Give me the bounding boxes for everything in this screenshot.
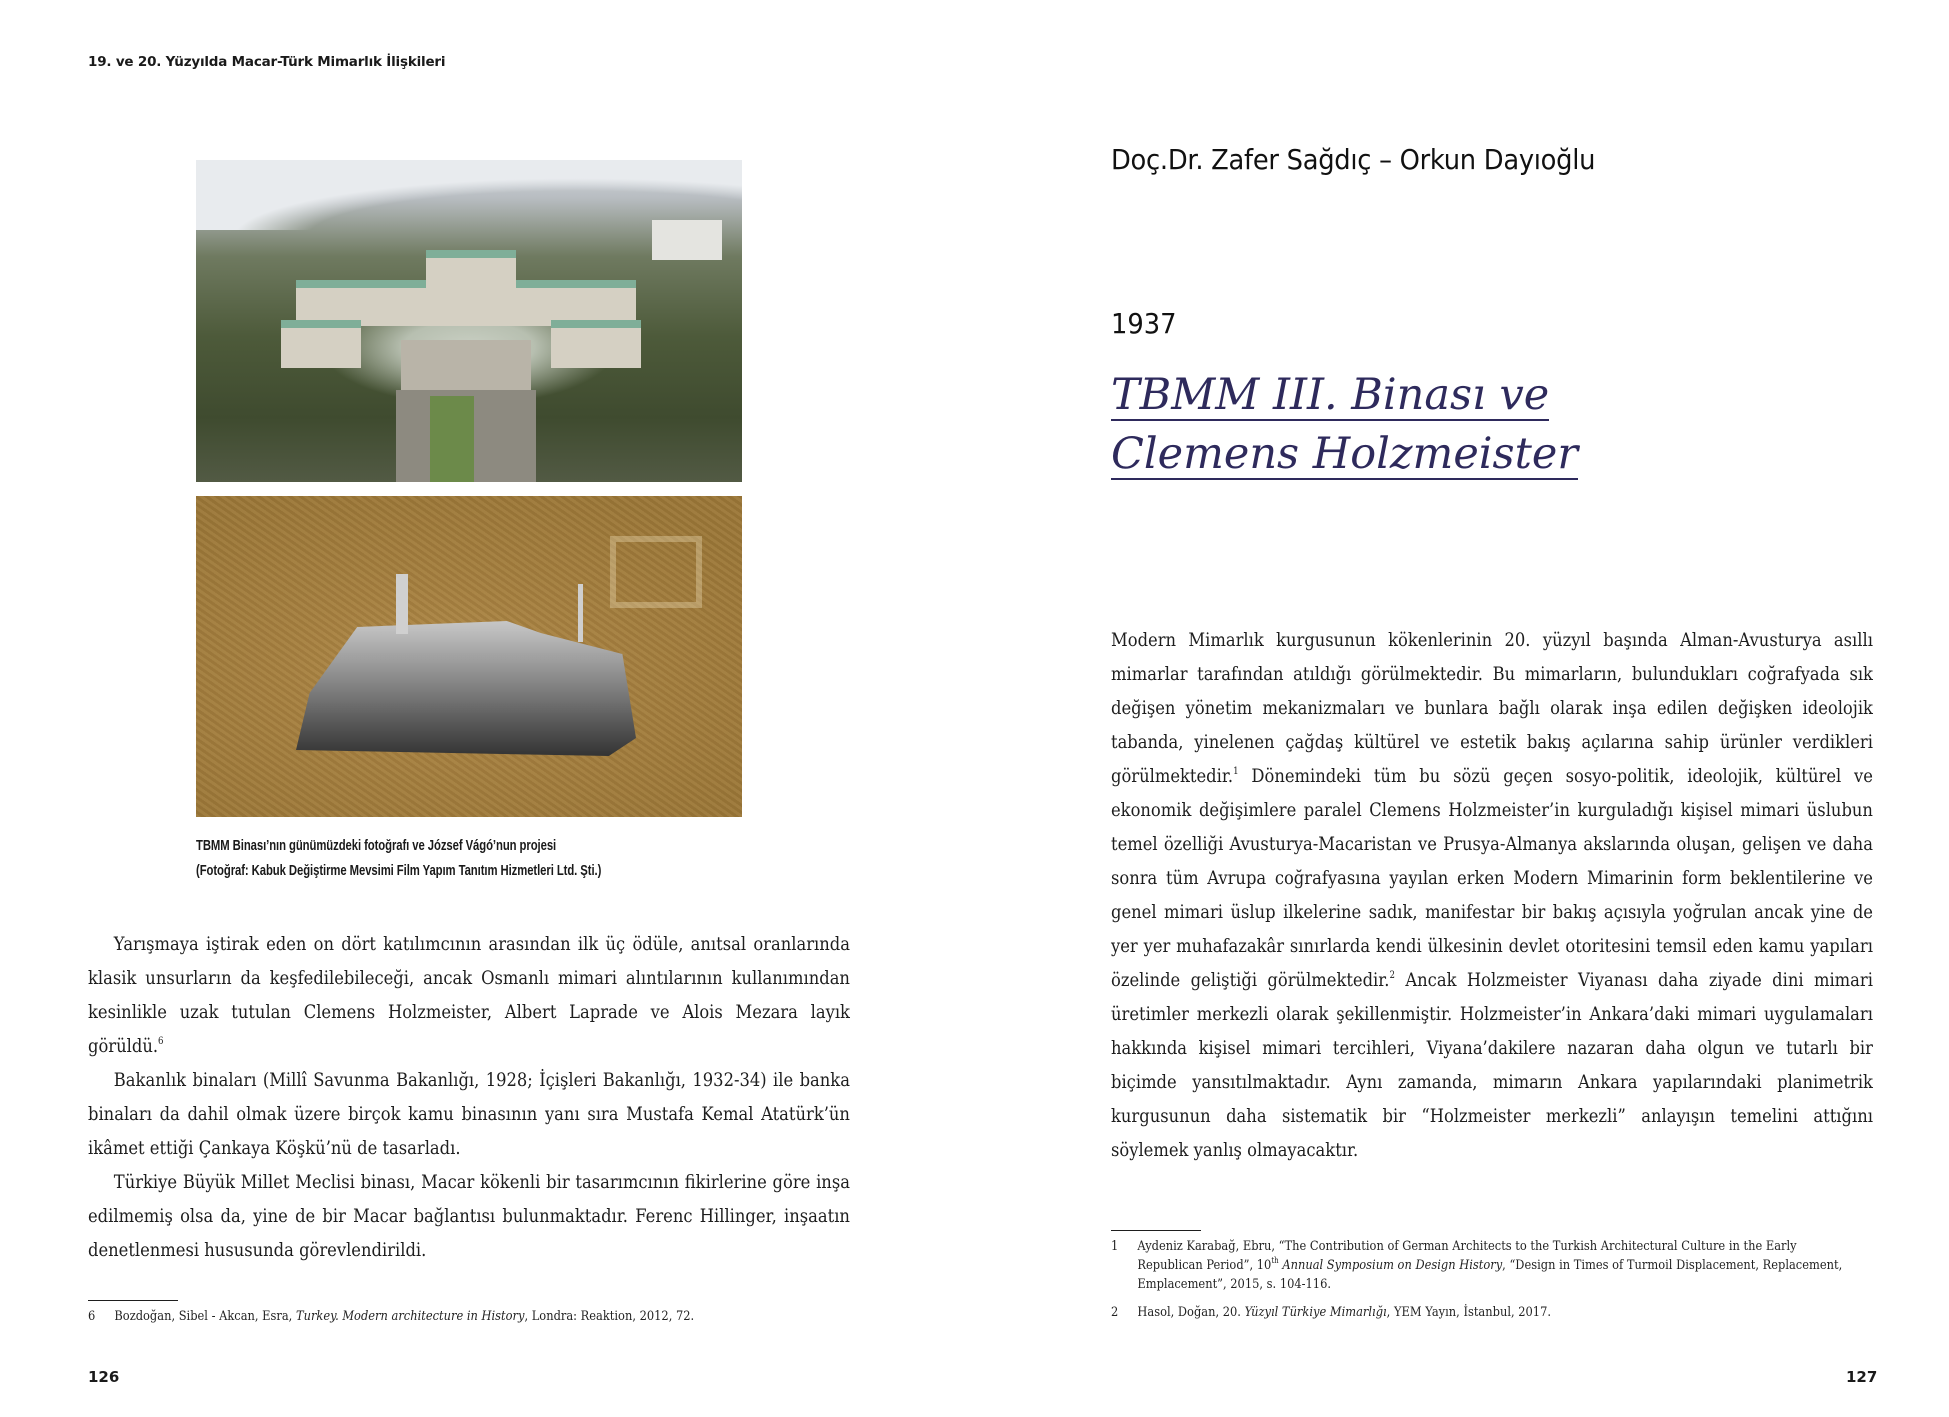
footnote-ref[interactable]: 6 <box>158 1036 164 1047</box>
paragraph <box>88 927 850 1063</box>
footnote <box>88 1307 836 1326</box>
footnote-text: Aydeniz Karabağ, Ebru, “The Contribution of German Architects to the Turkish Architectural Culture in the Early Republican Period”, 10th Annual Symposium on Design History, “Design in Times of Turmoil Displacement, Replacement, Emplacement”, 2015, s. 104-116. <box>1137 1239 1843 1292</box>
photo-detail <box>551 320 641 368</box>
photo-image <box>196 496 742 817</box>
figure-caption <box>196 834 804 884</box>
footnote-divider <box>88 1300 178 1301</box>
title-line-1: TBMM III. Binası ve <box>1111 370 1550 420</box>
photo-detail <box>426 250 516 290</box>
paragraph: Modern Mimarlık kurgusunun kökenlerinin 20. yüzyıl başında Alman-Avusturya asıllı mimarlar tarafından atıldığı görülmektedir. Bu mimarların, bulundukları coğrafyada sık değişen yönetim mekanizmaları ve bunlara bağlı olarak inşa edilen değişken ideolojik tabanda, yinelenen çağdaş kültürel ve estetik bakış açılarına sahip ürünler verdikleri görülmektedir.$^1$ Dönemindeki tüm bu sözü geçen sosyo-politik, ideolojik, kültürel ve ekonomik değişimlere paralel Clemens Holzmeister’in kurguladığı kişisel mimari üslubun temel özelliği Avusturya-Macaristan ve Prusya-Almanya akslarında oluşan, gelişen ve daha sonra tüm Avrupa coğrafyasına yayılan erken Modern Mimarinin form beklentilerine ve genel mimari üslup ilkelerine sadık, manifestar bir bakış açısıyla yoğrulan ancak yine de yer yer muhafazakâr sınırlarda kendi ülkesinin devlet otoritesini temsil eden kamu yapıları özelinde geliştiği görülmektedir.$^2$ Ancak Holzmeister Viyanası daha ziyade dini mimari üretimler merkezli olarak şekillenmiştir. Holzmeister’in Ankara’daki mimari uygulamaları hakkında kişisel mimari tercihleri, Viyana’dakilere nazaran daha olgun ve tutarlı bir biçimde yansıtılmaktadır. Aynı zamanda, mimarın Ankara yapılarındaki planimetrik kurgusunun daha sistematik bir “Holzmeister merkezli” anlayışın temelini attığını söylemek yanlış olmayacaktır. <box>1111 629 1873 1161</box>
paragraph: Türkiye Büyük Millet Meclisi binası, Macar kökenli bir tasarımcının fikirlerine göre inşa edilmemiş olsa da, yine de bir Macar bağlantısı bulunmaktadır. Ferenc Hillinger, inşaatın denetlenmesi hususunda görevlendirildi. <box>88 1171 850 1261</box>
paragraph-text: Yarışmaya iştirak eden on dört katılımcının arasından ilk üç ödüle, anıtsal oranlarında klasik unsurların da keşfedilebileceği, ancak Osmanlı mimari alıntılarının kullanımından kesinlikle uzak tutulan Clemens Holzmeister, Albert Laprade ve Alois Mezara layık görüldü. <box>88 933 850 1057</box>
footnote-number: 1 <box>1111 1239 1119 1254</box>
photo-detail <box>430 396 474 482</box>
photo-detail <box>396 574 408 634</box>
photo-detail <box>196 160 742 230</box>
footnote-text: Hasol, Doğan, 20. Yüzyıl Türkiye Mimarlığı, YEM Yayın, İstanbul, 2017. <box>1137 1305 1551 1320</box>
page-number: 126 <box>88 1368 120 1386</box>
footnote-number: 6 <box>88 1309 96 1324</box>
title-line-2: Clemens Holzmeister <box>1111 429 1578 479</box>
footnotes <box>1111 1237 1859 1331</box>
caption-line-1: TBMM Binası’nın günümüzdeki fotoğrafı ve József Vágó’nun projesi <box>196 838 557 854</box>
photo-image <box>196 160 742 482</box>
footnote-ref[interactable]: 2 <box>1389 970 1395 981</box>
footnote <box>1111 1303 1859 1322</box>
photo-detail <box>281 320 361 368</box>
photo-detail <box>578 584 583 642</box>
photo-detail <box>401 340 531 390</box>
photo-detail <box>610 536 702 608</box>
footnotes <box>88 1307 836 1326</box>
authors: Doç.Dr. Zafer Sağdıç – Orkun Dayıoğlu <box>1111 143 1596 176</box>
right-body-text <box>1111 623 1873 1167</box>
paragraph: Bakanlık binaları (Millî Savunma Bakanlığı, 1928; İçişleri Bakanlığı, 1932-34) ile banka binaları da dahil olmak üzere birçok kamu binasının yanı sıra Mustafa Kemal Atatürk’ün ikâmet ettiği Çankaya Köşkü’nü de tasarladı. <box>88 1069 850 1159</box>
running-header: 19. ve 20. Yüzyılda Macar-Türk Mimarlık İlişkileri <box>88 54 446 70</box>
page-number: 127 <box>1846 1368 1878 1386</box>
footnote-number: 2 <box>1111 1305 1119 1320</box>
footnote-ref[interactable]: 1 <box>1233 766 1239 777</box>
footnote <box>1111 1237 1859 1294</box>
section-year: 1937 <box>1111 307 1177 340</box>
caption-line-2: (Fotoğraf: Kabuk Değiştirme Mevsimi Film Yapım Tanıtım Hizmetleri Ltd. Şti.) <box>196 863 602 879</box>
chapter-title <box>1111 368 1578 486</box>
left-body-text <box>88 927 850 1267</box>
footnote-divider <box>1111 1230 1201 1231</box>
footnote-text: Bozdoğan, Sibel - Akcan, Esra, Turkey. Modern architecture in History, Londra: Reaktion, 2012, 72. <box>114 1309 695 1324</box>
